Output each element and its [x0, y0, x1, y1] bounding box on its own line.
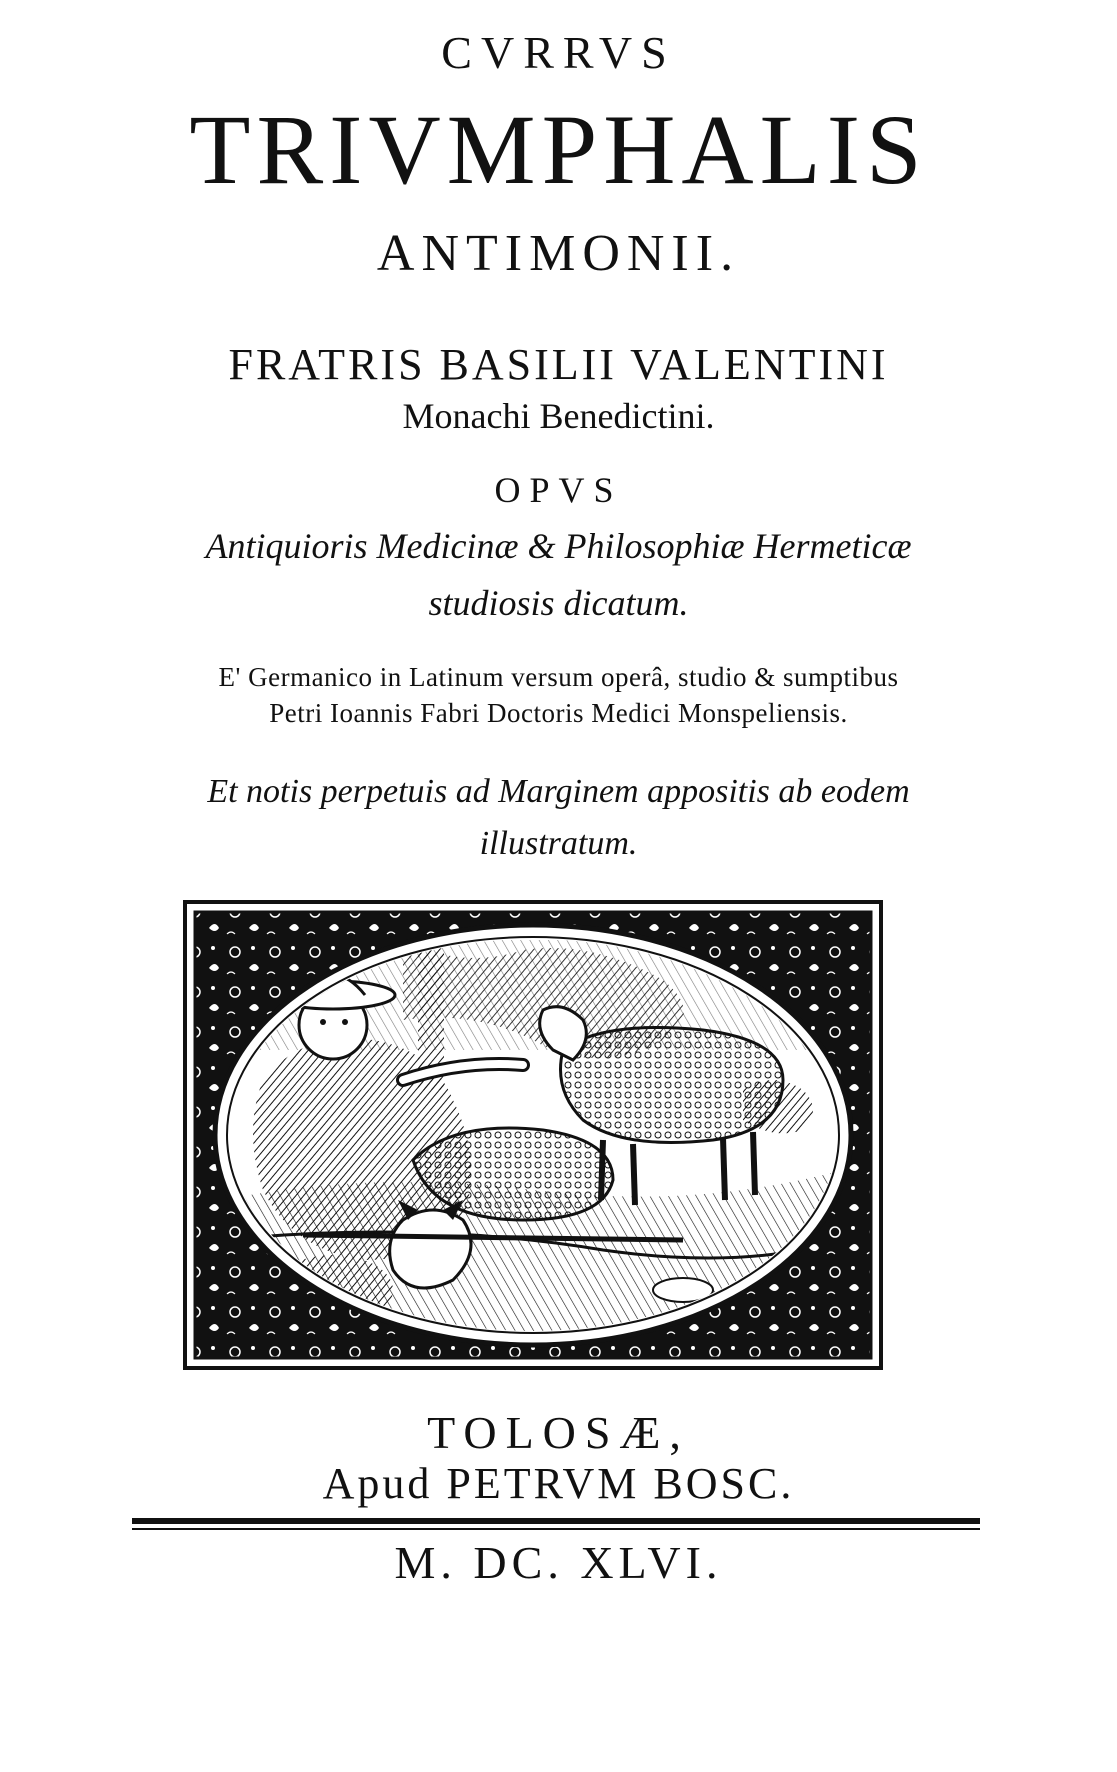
- dedication-line-1: Antiquioris Medicinæ & Philosophiæ Hermeticæ: [205, 526, 912, 566]
- translation-line-2: Petri Ioannis Fabri Doctoris Medici Monspeliensis.: [269, 698, 848, 728]
- imprint-publisher: Apud PETRVM BOSC.: [322, 1459, 795, 1508]
- dedication-line-2: studiosis dicatum.: [428, 583, 689, 623]
- title-line-currus: CVRRVS: [441, 27, 676, 78]
- author-name: FRATRIS BASILII VALENTINI: [228, 340, 889, 389]
- imprint-rule-thick: [132, 1518, 980, 1524]
- imprint-rule-thin: [132, 1528, 980, 1530]
- translation-line-1: E' Germanico in Latinum versum operâ, studio & sumptibus: [218, 662, 899, 692]
- notes-line-1: Et notis perpetuis ad Marginem appositis ab eodem: [207, 773, 910, 810]
- imprint-year: M. DC. XLVI.: [394, 1537, 723, 1588]
- notes-line-2: illustratum.: [479, 825, 638, 862]
- imprint-city: TOLOSÆ,: [427, 1407, 690, 1458]
- opus-heading: OPVS: [494, 470, 623, 510]
- author-title: Monachi Benedictini.: [402, 396, 715, 436]
- title-line-antimonii: ANTIMONII.: [376, 225, 741, 282]
- shepherd-with-sheep-woodcut-icon: [183, 900, 883, 1370]
- title-line-triumphalis: TRIVMPHALIS: [189, 94, 928, 205]
